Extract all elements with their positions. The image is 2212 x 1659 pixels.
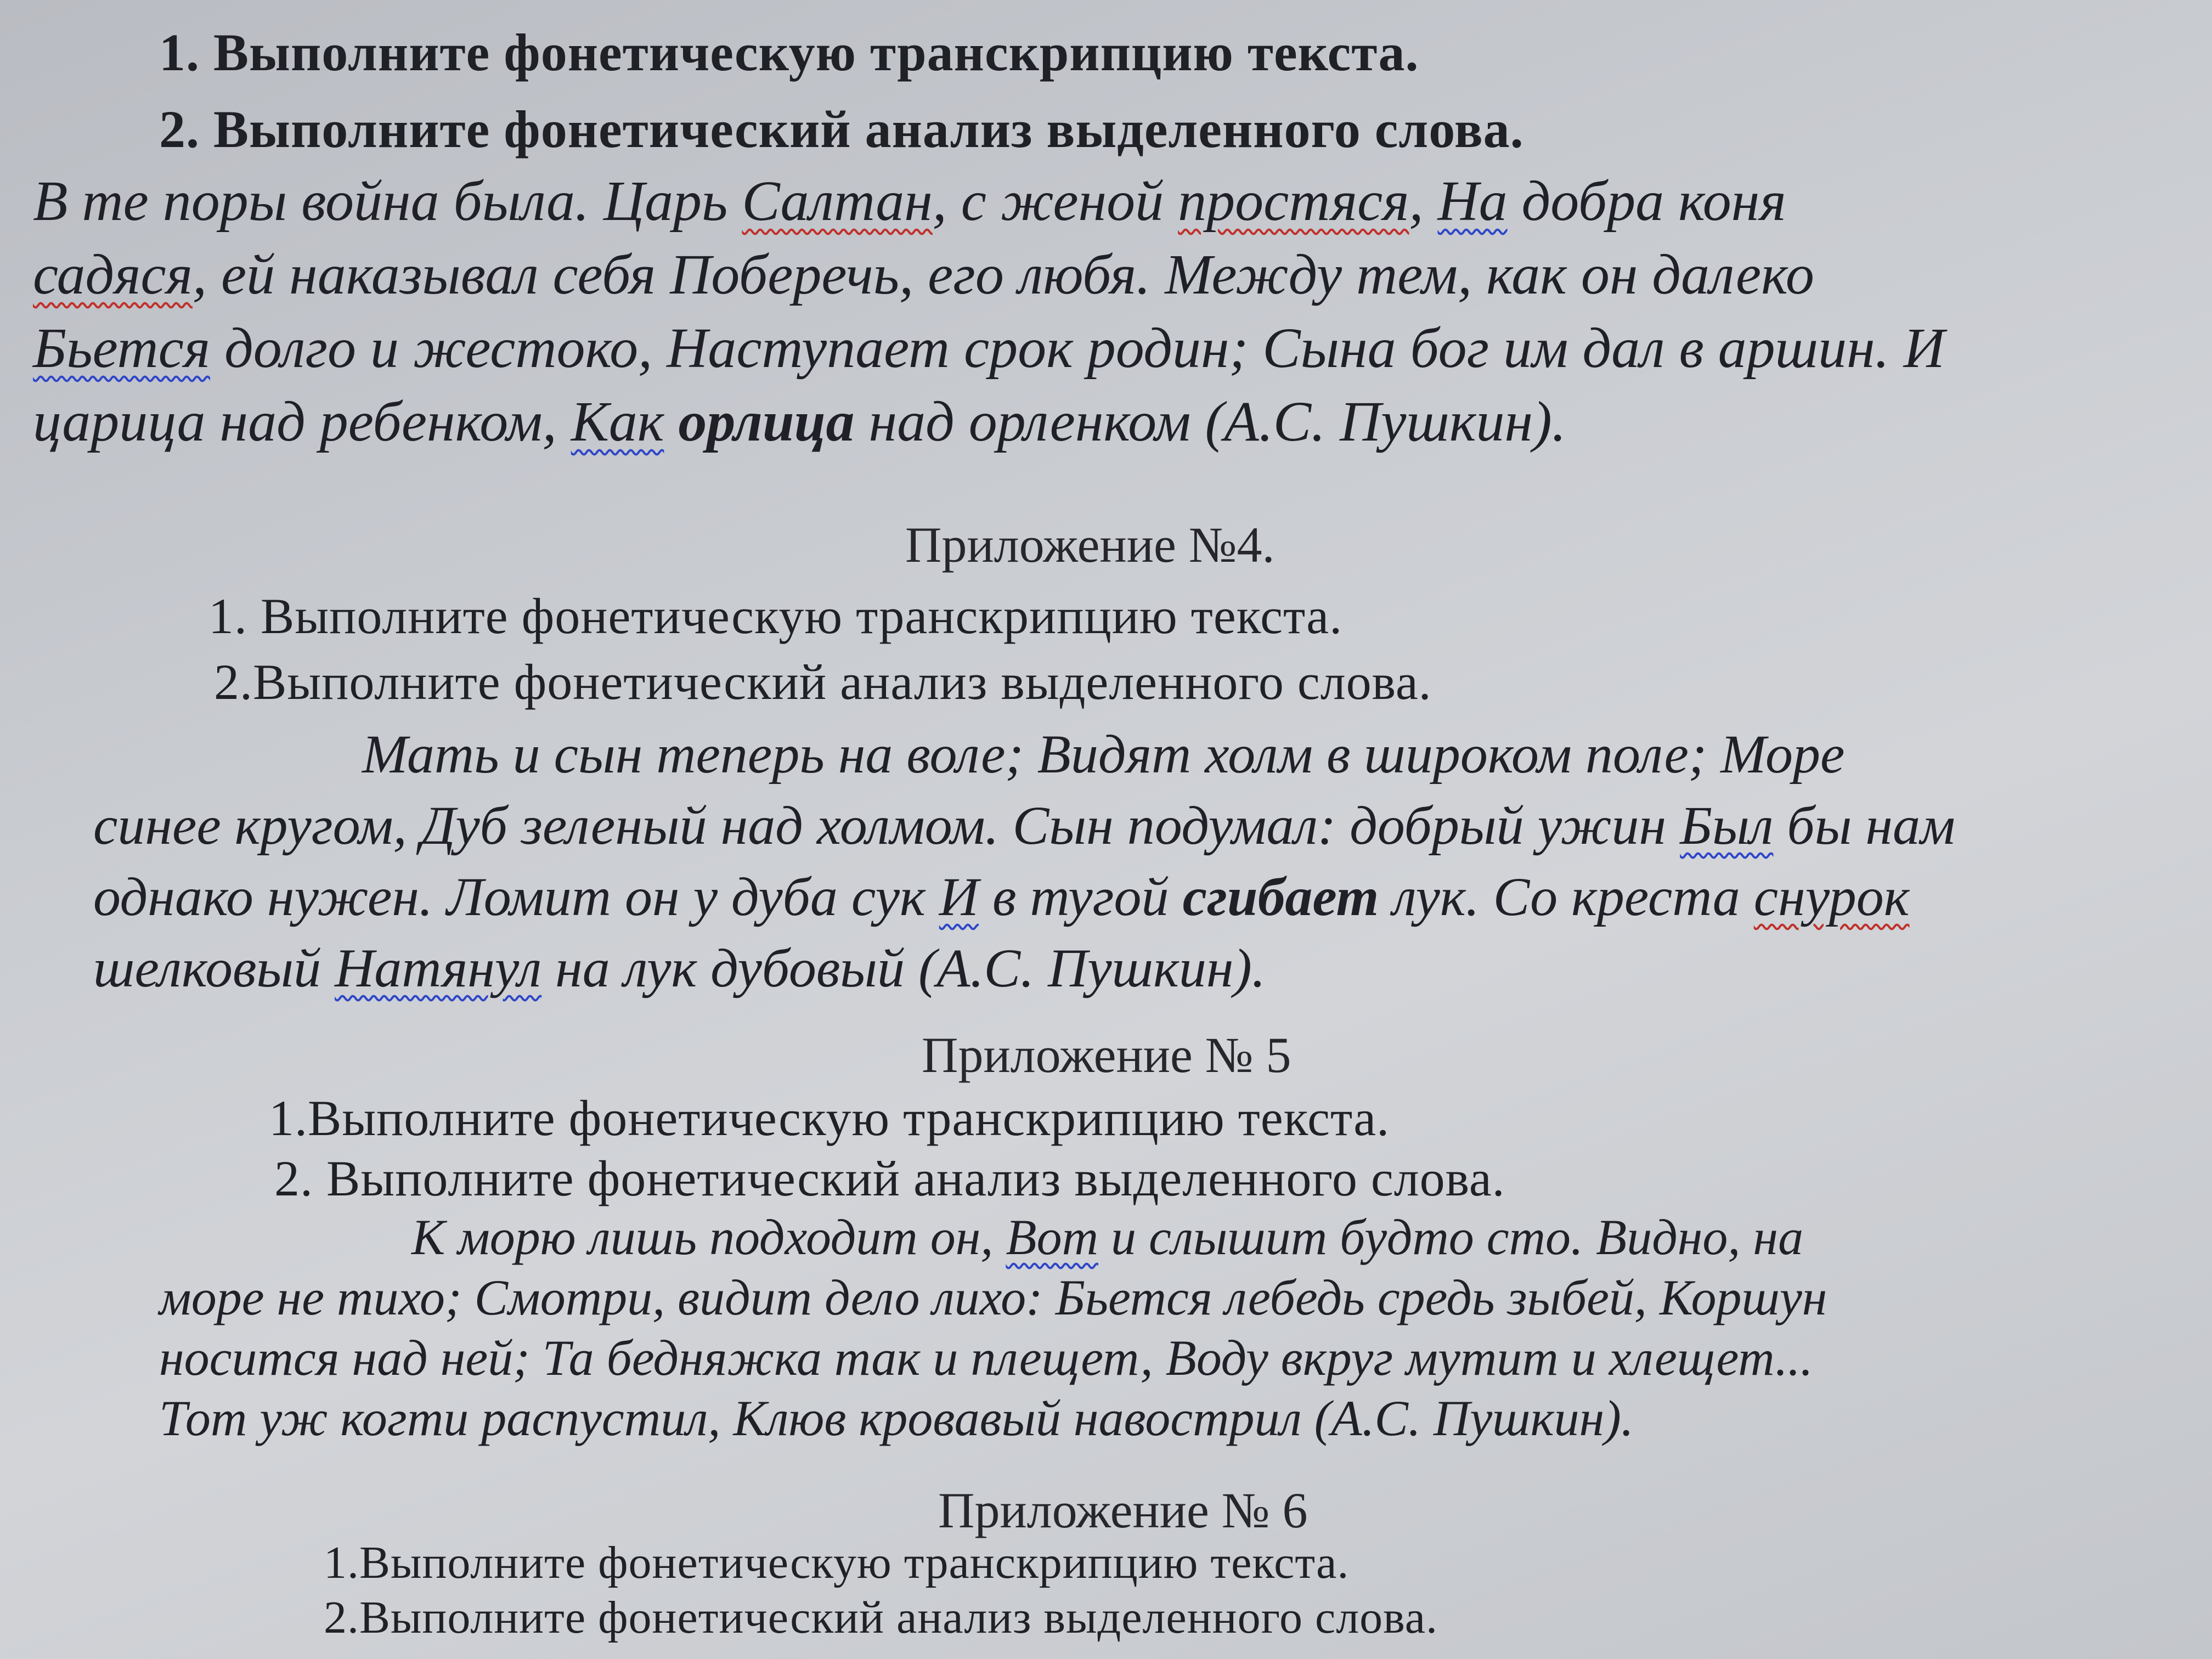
poem-line	[159, 1267, 1986, 1328]
poem-text: над орленком (А.С. Пушкин).	[854, 390, 1566, 453]
instruction-1: 1. Выполните фонетическую транскрипцию текста.	[208, 588, 1343, 644]
poem-text: К морю лишь подходит он,	[411, 1209, 1006, 1265]
spellcheck-underlined-word: снурок	[1753, 866, 1910, 927]
instruction-1: 1.Выполните фонетическую транскрипцию текста.	[269, 1090, 1390, 1146]
highlighted-word: сгибает	[1182, 866, 1379, 927]
poem-text: царица над ребенком,	[33, 390, 571, 453]
heading-appendix-4: Приложение №4.	[905, 517, 1275, 573]
poem-text: долго и жестоко, Наступает срок родин; Сына бог им дал в аршин. И	[210, 317, 1945, 380]
heading-appendix-6: Приложение № 6	[938, 1482, 1308, 1538]
poem-text: Мать и сын теперь на воле; Видят холм в широком поле; Море	[362, 724, 1845, 785]
highlighted-word: орлица	[678, 390, 855, 453]
poem-text: добра коня	[1507, 170, 1786, 233]
poem-text: В те поры война была. Царь	[33, 170, 742, 233]
poem-text: ,	[1409, 170, 1438, 233]
poem-text: и слышит будто сто. Видно, на	[1098, 1209, 1804, 1265]
poem-block-3	[159, 1207, 1986, 1448]
grammar-underlined-word: Вот	[1006, 1209, 1099, 1265]
spellcheck-underlined-word: Салтан	[742, 170, 933, 233]
poem-line	[93, 861, 2035, 933]
poem-text: носится над ней; Та бедняжка так и плещет, Воду вкруг мутит и хлещет...	[159, 1330, 1813, 1386]
poem-text: , ей наказывал себя Поберечь, его любя. Между тем, как он далеко	[192, 243, 1814, 306]
poem-text: однако нужен. Ломит он у дуба сук	[93, 866, 939, 927]
grammar-underlined-word: Бьется	[33, 317, 211, 380]
poem-text: шелковый	[93, 938, 335, 998]
poem-text: лук. Со креста	[1379, 866, 1754, 927]
poem-text	[664, 390, 678, 453]
poem-text: на лук дубовый (А.С. Пушкин).	[541, 938, 1266, 998]
poem-block-1	[33, 165, 2079, 459]
heading-appendix-5: Приложение № 5	[922, 1027, 1291, 1083]
poem-line	[93, 790, 2035, 861]
poem-text: бы нам	[1773, 795, 1955, 856]
instruction-2: 2. Выполните фонетический анализ выделенного слова.	[159, 100, 1524, 159]
poem-line	[93, 933, 2035, 1004]
instruction-2: 2. Выполните фонетический анализ выделенного слова.	[274, 1150, 1505, 1206]
poem-text: Тот уж когти распустил, Клюв кровавый навострил (А.С. Пушкин).	[159, 1390, 1634, 1446]
poem-line	[93, 719, 2035, 790]
grammar-underlined-word: Как	[571, 390, 664, 453]
poem-line	[33, 312, 2079, 385]
grammar-underlined-word: Был	[1680, 795, 1774, 856]
poem-text: в тугой	[979, 866, 1183, 927]
spellcheck-underlined-word: простяся	[1178, 170, 1409, 233]
spellcheck-underlined-word: садяся	[33, 243, 193, 306]
instruction-2: 2.Выполните фонетический анализ выделенного слова.	[214, 654, 1432, 710]
poem-line	[159, 1207, 1986, 1267]
grammar-underlined-word: Натянул	[335, 938, 542, 998]
grammar-underlined-word: И	[939, 866, 979, 927]
poem-line	[33, 385, 2079, 459]
poem-line	[159, 1388, 1986, 1448]
poem-text: синее кругом, Дуб зеленый над холмом. Сын подумал: добрый ужин	[93, 795, 1680, 856]
poem-text: , с женой	[932, 170, 1178, 233]
instruction-2: 2.Выполните фонетический анализ выделенного слова.	[324, 1592, 1438, 1643]
grammar-underlined-word: На	[1437, 170, 1508, 233]
poem-line	[33, 238, 2079, 312]
poem-text: море не тихо; Смотри, видит дело лихо: Бьется лебедь средь зыбей, Коршун	[159, 1269, 1827, 1325]
instruction-1: 1. Выполните фонетическую транскрипцию текста.	[159, 23, 1419, 82]
poem-block-2	[93, 719, 2035, 1004]
poem-line	[159, 1328, 1986, 1388]
poem-line	[33, 165, 2079, 238]
instruction-1: 1.Выполните фонетическую транскрипцию текста.	[324, 1537, 1350, 1588]
